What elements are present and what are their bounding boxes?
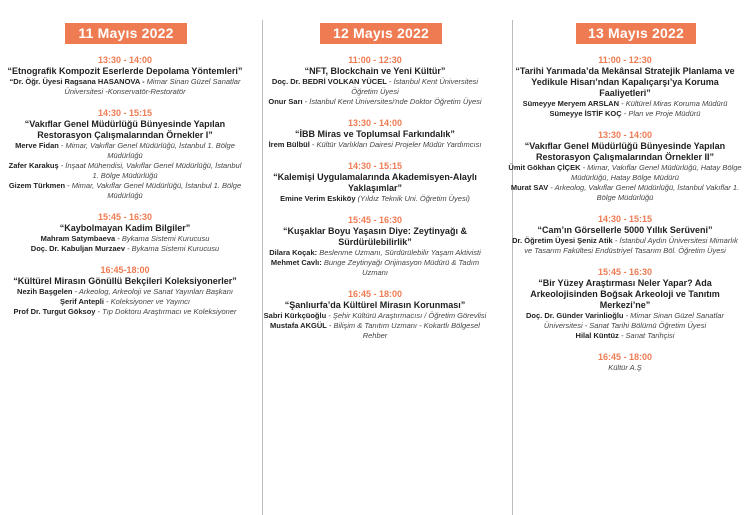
session-time: 15:45 - 16:30 bbox=[97, 212, 153, 222]
speaker-name: Gizem Türkmen bbox=[8, 181, 66, 190]
speaker-name: İrem Bülbül bbox=[268, 140, 310, 149]
speaker bbox=[500, 311, 750, 331]
speaker-role: - Plan ve Proje Müdürü bbox=[621, 109, 701, 118]
speaker bbox=[250, 97, 500, 107]
session-time: 16:45 - 18:00 bbox=[597, 352, 653, 362]
session bbox=[250, 215, 500, 278]
session-time: 13:30 - 14:00 bbox=[597, 130, 653, 140]
session-title: “Bir Yüzey Araştırması Neler Yapar? Ada Arkeolojisinden Boğsak Arkeoloji ve Tanıtım Merkezi’ne” bbox=[530, 278, 720, 310]
speaker bbox=[500, 183, 750, 203]
session-time: 14:30 - 15:15 bbox=[347, 161, 403, 171]
speaker-role: - Mimar, Vakıflar Genel Müdürlüğü, İstanbul 1. Bölge Müdürlüğü bbox=[65, 181, 242, 200]
day-header: 11 Mayıs 2022 bbox=[65, 23, 187, 44]
speaker-role: - Kültür Varlıkları Dairesi Projeler Müdür Yardımcısı bbox=[309, 140, 482, 149]
session-list bbox=[500, 55, 750, 384]
speaker-role: - İnşaat Mühendisi, Vakıflar Genel Müdürlüğü, İstanbul 1. Bölge Müdürlüğü bbox=[58, 161, 242, 180]
day-header: 12 Mayıs 2022 bbox=[320, 23, 442, 44]
speaker-role: - Arkeolog, Vakıflar Genel Müdürlüğü, İstanbul Vakıflar 1. Bölge Müdürlüğü bbox=[548, 183, 740, 202]
session-list bbox=[0, 55, 250, 328]
session bbox=[500, 352, 750, 373]
speaker-role: - İstanbul Kent Üniversitesi'nde Doktor Öğretim Üyesi bbox=[302, 97, 482, 106]
speaker-role: - İstanbul Aydın Üniversitesi Mimarlık ve Tasarım Fakültesi Endüstriyel Tasarım Böl. Öğretim Üyesi bbox=[524, 236, 738, 255]
speaker bbox=[250, 258, 500, 278]
speaker bbox=[500, 363, 750, 373]
speaker-name: Nezih Başgelen bbox=[17, 287, 73, 296]
session bbox=[250, 161, 500, 204]
speaker-name: Hilal Küntüz bbox=[575, 331, 619, 340]
speaker-role: - Bilişim & Tanıtım Uzmanı - Kokartlı Bölgesel Rehber bbox=[326, 321, 480, 340]
speaker-name: Zafer Karakuş bbox=[8, 161, 59, 170]
session bbox=[250, 55, 500, 107]
session bbox=[0, 212, 250, 254]
session-time: 14:30 - 15:15 bbox=[597, 214, 653, 224]
session bbox=[250, 289, 500, 341]
speaker bbox=[0, 181, 250, 201]
day-header: 13 Mayıs 2022 bbox=[576, 23, 696, 44]
session-time: 13:30 - 14:00 bbox=[347, 118, 403, 128]
speaker-name: Dr. Öğretim Üyesi Şeniz Atik bbox=[512, 236, 613, 245]
session-title: “Etnografik Kompozit Eserlerde Depolama Yöntemleri” bbox=[7, 66, 243, 76]
speaker bbox=[0, 287, 250, 297]
session-title: “Şanlıurfa’da Kültürel Mirasın Korunması” bbox=[284, 300, 466, 310]
speaker bbox=[0, 244, 250, 254]
session-title: “Cam’ın Görsellerle 5000 Yıllık Serüveni” bbox=[537, 225, 713, 235]
session-time: 16:45 - 18:00 bbox=[347, 289, 403, 299]
speaker bbox=[500, 99, 750, 109]
speaker-role: - Arkeolog, Arkeoloji ve Sanat Yayınları Başkanı bbox=[72, 287, 233, 296]
session-title: “Kültürel Mirasın Gönüllü Bekçileri Koleksiyonerler” bbox=[13, 276, 237, 286]
speaker-name: Onur Sarı bbox=[268, 97, 303, 106]
session-title: “Kuşaklar Boyu Yaşasın Diye: Zeytinyağı & Sürdürülebilirlik” bbox=[283, 226, 467, 247]
session-time: 13:30 - 14:00 bbox=[97, 55, 153, 65]
session-list bbox=[250, 55, 500, 352]
session-title: “Tarihi Yarımada’da Mekânsal Stratejik Planlama ve Yedikule Hisarı’ndan Kapalıçarşı’ya Koruma Faaliyetleri” bbox=[515, 66, 735, 98]
speaker-role: - İstanbul Kent Üniversitesi Öğretim Üyesi bbox=[351, 77, 479, 96]
speaker bbox=[0, 307, 250, 317]
speaker-role: Mimar Sinan Güzel Sanatlar Üniversitesi -Konservatör-Restoratör bbox=[64, 77, 241, 96]
day-column-2 bbox=[250, 0, 500, 515]
speaker-role: Kültür A.Ş bbox=[608, 363, 642, 372]
session bbox=[500, 130, 750, 203]
speaker-role: - Mimar, Vakıflar Genel Müdürlüğü, Hatay Bölge Müdürlüğü, Hatay Bölge Müdürü bbox=[571, 163, 742, 182]
speaker-name: Doç. Dr. Kabuljan Murzaev bbox=[30, 244, 125, 253]
session-time: 15:45 - 16:30 bbox=[347, 215, 403, 225]
session bbox=[0, 55, 250, 97]
speaker bbox=[250, 311, 500, 321]
session-time: 11:00 - 12:30 bbox=[598, 55, 652, 65]
speaker-name: Mahram Satymbaeva bbox=[40, 234, 116, 243]
session-time: 15:45 - 16:30 bbox=[597, 267, 653, 277]
speaker-role: - Bykama Sistemi Kurucusu bbox=[115, 234, 210, 243]
speaker-name: Sümeyye İSTİF KOÇ bbox=[549, 109, 622, 118]
session-time: 11:00 - 12:30 bbox=[348, 55, 402, 65]
speaker-name: Murat SAV bbox=[510, 183, 549, 192]
session bbox=[500, 214, 750, 256]
speaker-name: “Dr. Öğr. Üyesi Ragsana HASANOVA - bbox=[9, 77, 145, 86]
day-column-3 bbox=[500, 0, 750, 515]
speaker bbox=[250, 248, 500, 258]
speaker-role: - Bykama Sistemi Kurucusu bbox=[125, 244, 220, 253]
speaker-role: - Şehir Kültürü Araştırmacısı / Öğretim Görevlisi bbox=[326, 311, 487, 320]
speaker bbox=[500, 109, 750, 119]
speaker-role: Bunge Zeytinyağı Orijinasyon Müdürü & Tadım Uzmanı bbox=[321, 258, 480, 277]
speaker-role: (Yıldız Teknik Uni. Öğretim Üyesi) bbox=[355, 194, 470, 203]
session bbox=[500, 55, 750, 119]
speaker-name: Mehmet Cavlı: bbox=[270, 258, 322, 267]
session bbox=[500, 267, 750, 341]
speaker-name: Doç. Dr. BEDRİ VOLKAN YÜCEL bbox=[271, 77, 387, 86]
speaker bbox=[250, 77, 500, 97]
speaker bbox=[250, 194, 500, 204]
speaker-name: Merve Fidan bbox=[15, 141, 59, 150]
speaker-role: - Kültürel Miras Koruma Müdürü bbox=[619, 99, 728, 108]
session-title: “Vakıflar Genel Müdürlüğü Bünyesinde Yapılan Restorasyon Çalışmalarından Örnekler II” bbox=[524, 141, 726, 162]
speaker bbox=[0, 234, 250, 244]
speaker-name: Doç. Dr. Günder Varinlioğlu bbox=[526, 311, 624, 320]
session bbox=[0, 265, 250, 317]
speaker bbox=[250, 321, 500, 341]
speaker-role: - Mimar, Vakıflar Genel Müdürlüğü, İstanbul 1. Bölge Müdürlüğü bbox=[58, 141, 235, 160]
speaker bbox=[0, 297, 250, 307]
speaker-name: Şerif Antepli bbox=[60, 297, 104, 306]
session-title: “Kalemişi Uygulamalarında Akademisyen-Alaylı Yaklaşımlar” bbox=[273, 172, 477, 193]
speaker-name: Sabri Kürkçüoğlu bbox=[263, 311, 327, 320]
speaker-role: - Tıp Doktoru Araştırmacı ve Koleksiyoner bbox=[95, 307, 237, 316]
speaker bbox=[0, 161, 250, 181]
session-time: 14:30 - 15:15 bbox=[97, 108, 153, 118]
session-title: “NFT, Blockchain ve Yeni Kültür” bbox=[304, 66, 446, 76]
speaker-name: Ümit Gökhan ÇİÇEK bbox=[508, 163, 581, 172]
speaker-role: - Mimar Sinan Güzel Sanatlar Üniversitesi - Sanat Tarihi Bölümü Öğretim Üyesi bbox=[543, 311, 724, 330]
session-title: “Vakıflar Genel Müdürlüğü Bünyesinde Yapılan Restorasyon Çalışmalarından Örnekler I” bbox=[24, 119, 226, 140]
session-title: “İBB Miras ve Toplumsal Farkındalık” bbox=[295, 129, 455, 139]
speaker-name: Prof Dr. Turgut Göksoy bbox=[13, 307, 96, 316]
speaker-name: Sümeyye Meryem ARSLAN bbox=[522, 99, 620, 108]
session bbox=[250, 118, 500, 150]
speaker bbox=[0, 77, 250, 97]
speaker bbox=[250, 140, 500, 150]
speaker-role: - Koleksiyoner ve Yayıncı bbox=[103, 297, 190, 306]
speaker bbox=[500, 331, 750, 341]
day-column-1 bbox=[0, 0, 250, 515]
speaker-role: - Sanat Tarihçisi bbox=[618, 331, 675, 340]
speaker bbox=[0, 141, 250, 161]
speaker bbox=[500, 163, 750, 183]
speaker-role: Beslenme Uzmanı, Sürdürülebilir Yaşam Aktivisti bbox=[317, 248, 481, 257]
speaker bbox=[500, 236, 750, 256]
session bbox=[0, 108, 250, 201]
session-time: 16:45-18:00 bbox=[100, 265, 150, 275]
speaker-name: Mustafa AKGÜL bbox=[270, 321, 327, 330]
speaker-name: Dilara Koçak: bbox=[269, 248, 318, 257]
speaker-name: Emine Verim Eskiköy bbox=[280, 194, 356, 203]
session-title: “Kaybolmayan Kadim Bilgiler” bbox=[59, 223, 191, 233]
